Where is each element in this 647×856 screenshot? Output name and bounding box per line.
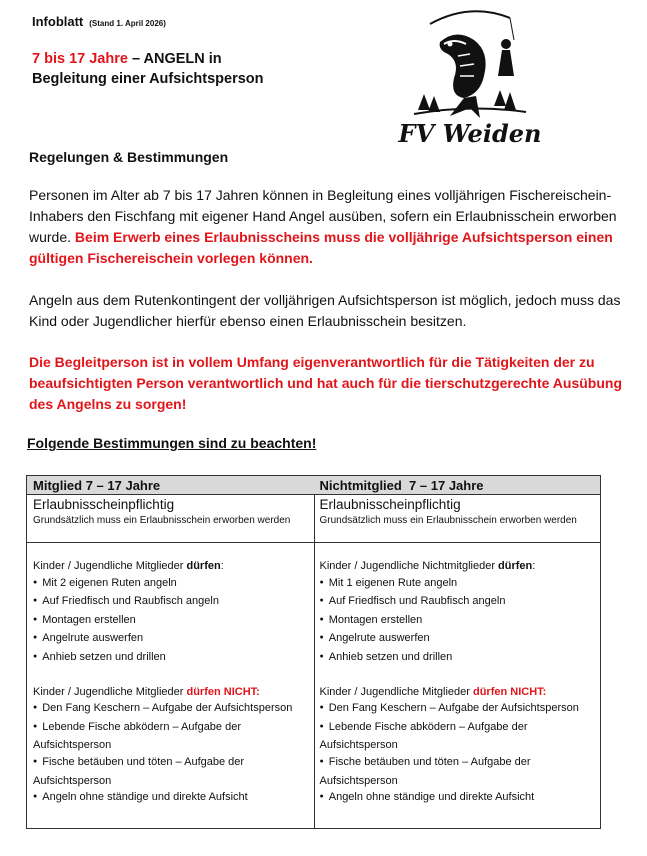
- list-item: ● Fische betäuben und töten – Aufgabe der Aufsichtsperson: [320, 754, 595, 789]
- paragraph-2: Angeln aus dem Rutenkontingent der volljährigen Aufsichtsperson ist möglich, jedoch muss das Kind oder Jugendlicher hierfür ebenso einen Erlaubnisschein besitzen.: [29, 292, 621, 329]
- rules-list: [314, 543, 601, 808]
- title-text: Infoblatt: [32, 14, 84, 29]
- paragraph-1-text: Personen im Alter ab 7 bis 17 Jahren können in Begleitung eines volljährigen Fischereischein-Inhabers den Fischfang mit eigener Hand Angel ausüben, sofern ein Erlaubnisschein erworben wurde.: [29, 187, 617, 245]
- allowed-list: [320, 575, 595, 668]
- headline-rest: – ANGELN in: [127, 51, 222, 67]
- permit-label: Erlaubnisscheinpflichtig: [33, 497, 175, 512]
- paragraph-3-warning: Die Begleitperson ist in vollem Umfang eigenverantwortlich für die Tätigkeiten der zu beaufsichtigten Person verantwortlich und hat auch für die tierschutzgerechte Ausübung des Angelns zu sorgen!: [29, 354, 623, 412]
- paragraph-1-warning: Beim Erwerb eines Erlaubnisscheins muss die volljährige Aufsichtsperson einen gültigen Fischereischein vorlegen können.: [29, 229, 613, 266]
- forbidden-list: [33, 700, 308, 808]
- list-item: ● Auf Friedfisch und Raubfisch angeln: [320, 593, 595, 612]
- column-member: [27, 476, 315, 828]
- list-item: ● Lebende Fische abködern – Aufgabe der Aufsichtsperson: [33, 719, 308, 754]
- logo-text: FV Weiden: [398, 119, 542, 148]
- permit-requirement: [27, 495, 314, 543]
- forbidden-intro: Kinder / Jugendliche Mitglieder dürfen NICHT:: [319, 685, 547, 698]
- rules-title: Folgende Bestimmungen sind zu beachten!: [27, 435, 317, 451]
- document-title: [32, 14, 166, 29]
- allowed-intro: Kinder / Jugendliche Nichtmitglieder dürfen:: [319, 560, 536, 572]
- paragraph-1: [29, 185, 643, 269]
- rules-list: [27, 543, 314, 808]
- permit-note: Grundsätzlich muss ein Erlaubnisschein erworben werden: [33, 515, 291, 526]
- list-item: ● Angelrute auswerfen: [33, 630, 308, 649]
- list-item: ● Anhieb setzen und drillen: [33, 649, 308, 668]
- list-item: ● Mit 1 eigenen Rute angeln: [320, 575, 595, 594]
- permit-label: Erlaubnisscheinpflichtig: [319, 497, 461, 512]
- allowed-list: [33, 575, 308, 668]
- permit-requirement: [314, 495, 601, 543]
- list-item: ● Lebende Fische abködern – Aufgabe der Aufsichtsperson: [320, 719, 595, 754]
- permit-note: Grundsätzlich muss ein Erlaubnisschein erworben werden: [319, 515, 577, 526]
- allowed-intro: Kinder / Jugendliche Mitglieder dürfen:: [33, 560, 224, 572]
- list-item: ● Montagen erstellen: [320, 612, 595, 631]
- list-item: ● Den Fang Keschern – Aufgabe der Aufsichtsperson: [320, 700, 595, 719]
- list-item: ● Mit 2 eigenen Ruten angeln: [33, 575, 308, 594]
- stand-date: (Stand 1. April 2026): [89, 19, 166, 28]
- list-item: ● Angelrute auswerfen: [320, 630, 595, 649]
- forbidden-intro: Kinder / Jugendliche Mitglieder dürfen NICHT:: [33, 685, 260, 698]
- headline: [32, 49, 332, 89]
- forbidden-list: [320, 700, 595, 808]
- column-header-member: Mitglied 7 – 17 Jahre: [27, 476, 314, 495]
- column-header-nonmember: Nichtmitglied 7 – 17 Jahre: [314, 476, 601, 495]
- list-item: ● Den Fang Keschern – Aufgabe der Aufsichtsperson: [33, 700, 308, 719]
- rules-table: [26, 475, 601, 829]
- headline-line2: Begleitung einer Aufsichtsperson: [32, 71, 264, 87]
- headline-age: 7 bis 17 Jahre: [32, 51, 128, 67]
- section-title: Regelungen & Bestimmungen: [29, 149, 229, 165]
- list-item: ● Anhieb setzen und drillen: [320, 649, 595, 668]
- fv-weiden-logo: [398, 6, 542, 152]
- list-item: ● Angeln ohne ständige und direkte Aufsicht: [33, 789, 308, 808]
- list-item: ● Auf Friedfisch und Raubfisch angeln: [33, 593, 308, 612]
- list-item: ● Montagen erstellen: [33, 612, 308, 631]
- list-item: ● Fische betäuben und töten – Aufgabe der Aufsichtsperson: [33, 754, 308, 789]
- column-nonmember: [314, 476, 601, 828]
- list-item: ● Angeln ohne ständige und direkte Aufsicht: [320, 789, 595, 808]
